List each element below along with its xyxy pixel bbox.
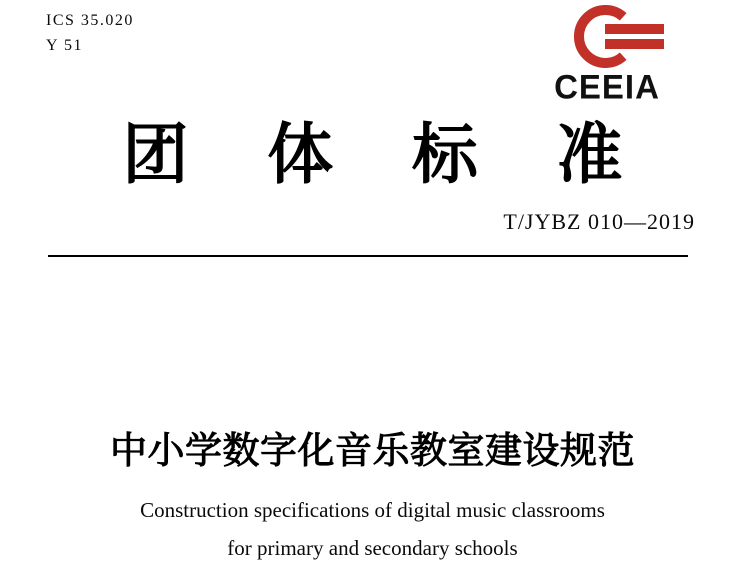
emblem-bar-bottom [605, 39, 664, 49]
standard-number: T/JYBZ 010—2019 [503, 209, 695, 234]
document-title-en-line1: Construction specifications of digital music classrooms [140, 498, 605, 522]
standard-type-title [122, 117, 623, 191]
standard-type-char: 体 [267, 117, 334, 191]
standard-type-char: 标 [411, 117, 478, 191]
emblem-bar-top [605, 24, 664, 34]
header-divider [48, 255, 688, 257]
ceeia-logo [550, 5, 664, 106]
standard-type-char: 准 [556, 117, 623, 191]
class-code: Y 51 [46, 37, 83, 54]
standard-type-char: 团 [122, 117, 189, 191]
document-title-en-line2: for primary and secondary schools [227, 536, 518, 560]
emblem-arc [579, 10, 623, 63]
ceeia-emblem-icon [574, 5, 664, 68]
ics-code: ICS 35.020 [46, 12, 134, 29]
document-title-cn: 中小学数字化音乐教室建设规范 [110, 430, 635, 471]
ics-classification-block [46, 8, 134, 58]
ceeia-logo-text: CEEIA [554, 67, 660, 106]
